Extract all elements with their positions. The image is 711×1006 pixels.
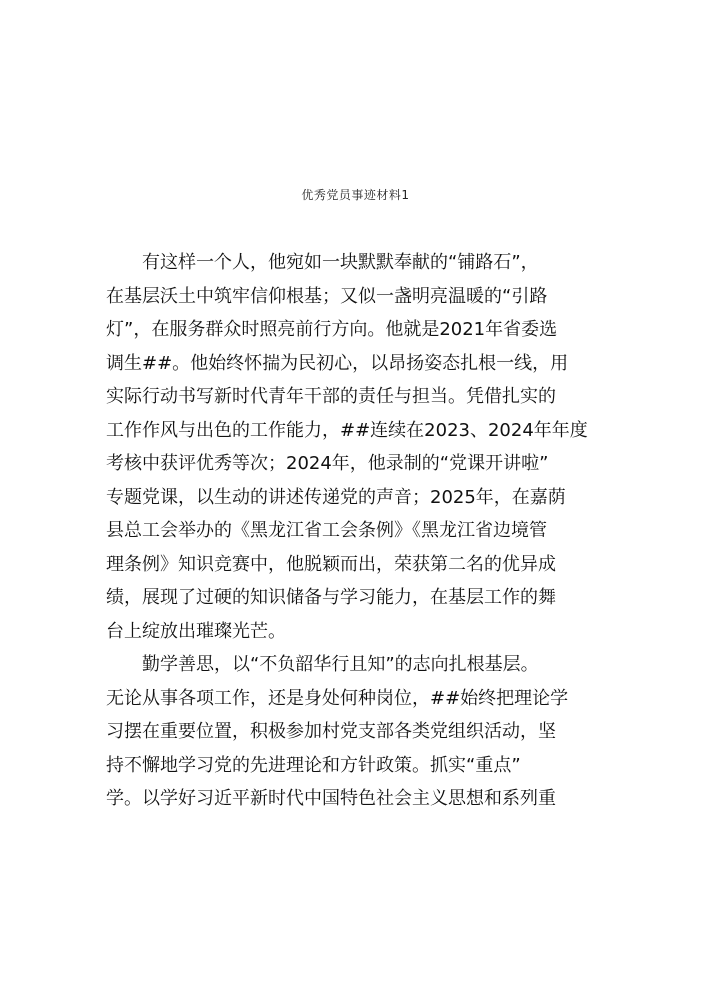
paragraph-line: 台上绽放出璀璨光芒。: [106, 620, 286, 642]
paragraph-line: 考核中获评优秀等次；2024年，他录制的“党课开讲啦”: [106, 453, 549, 474]
paragraph-line: 在基层沃土中筑牢信仰根基；又似一盏明亮温暖的“引路: [106, 285, 548, 307]
paragraph-line: 理条例》知识竞赛中，他脱颖而出，荣获第二名的优异成: [106, 553, 556, 575]
paragraph-line: 勤学善思，以“不负韶华行且知”的志向扎根基层。: [142, 654, 539, 675]
paragraph-line: 县总工会举办的《黑龙江省工会条例》《黑龙江省边境管: [106, 520, 547, 541]
paragraph-line: 有这样一个人，他宛如一块默默奉献的“铺路石”，: [142, 252, 539, 273]
paragraph-line: 调生##。他始终怀揣为民初心，以昂扬姿态扎根一线，用: [106, 352, 569, 374]
paragraph-line: 专题党课，以生动的讲述传递党的声音；2025年，在嘉荫: [106, 486, 566, 508]
paragraph-line: 灯”，在服务群众时照亮前行方向。他就是2021年省委选: [106, 319, 558, 340]
paragraph-line: 无论从事各项工作，还是身处何种岗位，##始终把理论学: [106, 687, 569, 709]
paragraph-line: 工作作风与出色的工作能力，##连续在2023、2024年年度: [106, 419, 588, 441]
document-body: [106, 246, 604, 816]
paragraph-line: 习摆在重要位置，积极参加村党支部各类党组织活动，坚: [106, 721, 556, 742]
paragraph-line: 学。以学好习近平新时代中国特色社会主义思想和系列重: [106, 788, 556, 809]
paragraph-line: 持不懈地学习党的先进理论和方针政策。抓实“重点”: [106, 754, 521, 776]
document-title: 优秀党员事迹材料1: [301, 188, 410, 202]
paragraph-line: 绩，展现了过硬的知识储备与学习能力，在基层工作的舞: [106, 587, 556, 608]
paragraph-line: 实际行动书写新时代青年干部的责任与担当。凭借扎实的: [106, 386, 556, 407]
